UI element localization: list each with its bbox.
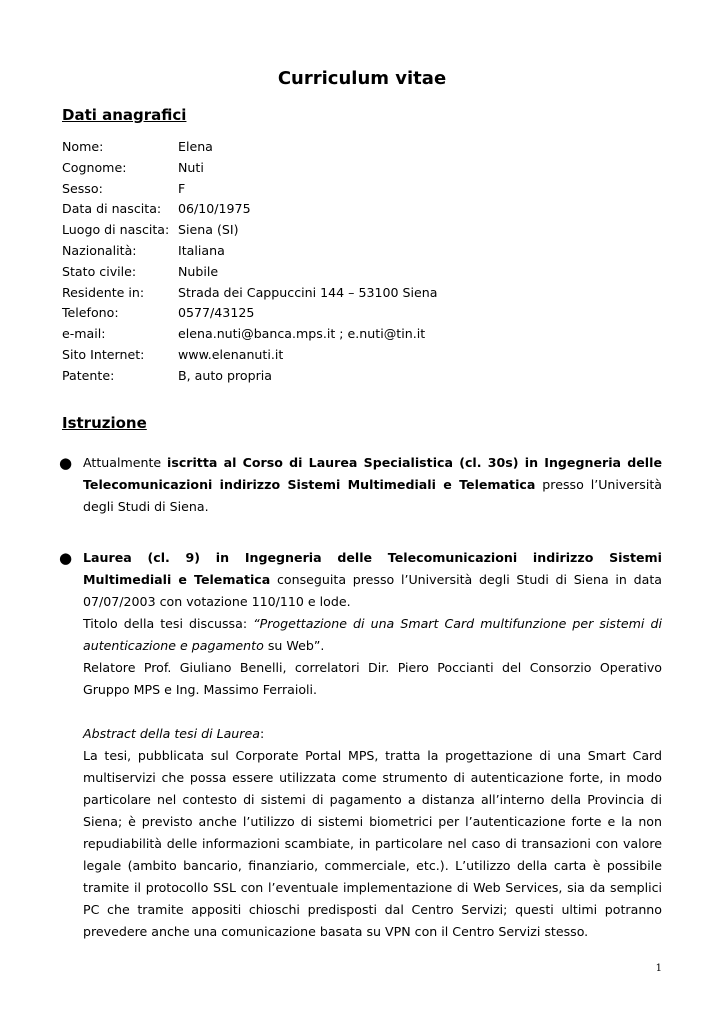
edu-bold-text: Laurea (cl. 9) in Ingegneria delle Telecomunicazioni indirizzo Sistemi Multimediali e Telematica	[83, 550, 662, 587]
info-row	[62, 199, 437, 220]
info-row	[62, 137, 437, 158]
thesis-label: Titolo della tesi discussa:	[83, 616, 254, 631]
info-value: 0577/43125	[178, 305, 255, 321]
thesis-title-end: su Web”.	[263, 638, 325, 653]
info-value: Italiana	[178, 242, 225, 258]
info-value: F	[178, 180, 186, 196]
abstract-label: Abstract della tesi di Laurea	[83, 726, 260, 741]
section-heading-personal: Dati anagrafici	[62, 106, 187, 124]
info-label: Nome:	[62, 139, 104, 154]
info-label: e-mail:	[62, 326, 106, 342]
info-value: Elena	[178, 139, 213, 154]
thesis-advisors: Relatore Prof. Giuliano Benelli, correlatori Dir. Piero Poccianti del Consorzio Operativo Gruppo MPS e Ing. Massimo Ferraioli.	[83, 660, 662, 697]
info-row	[62, 366, 437, 387]
bullet-icon: ●	[59, 454, 73, 472]
info-value: Siena (SI)	[178, 222, 239, 238]
info-label: Residente in:	[62, 284, 145, 300]
edu-text: Attualmente	[83, 455, 167, 470]
info-label: Stato civile:	[62, 263, 137, 279]
info-label: Nazionalità:	[62, 242, 137, 258]
info-value: Nubile	[178, 263, 219, 279]
info-value: www.elenanuti.it	[178, 346, 284, 362]
edu-bold-text: iscritta al Corso di Laurea Specialistica (cl. 30s) in Ingegneria delle Telecomunicazioni indirizzo Sistemi Multimediali e Telematica	[83, 455, 662, 492]
info-label: Cognome:	[62, 159, 127, 175]
info-label: Sesso:	[62, 180, 103, 196]
info-row	[62, 345, 437, 366]
info-row	[62, 179, 437, 200]
info-row	[62, 241, 437, 262]
info-value: Nuti	[178, 159, 204, 175]
info-label: Telefono:	[62, 305, 119, 321]
info-label: Data di nascita:	[62, 201, 162, 217]
info-row	[62, 303, 437, 324]
info-label: Luogo di nascita:	[62, 222, 170, 238]
edu-text: presso l’Università degli Studi di Siena.	[83, 477, 663, 514]
info-row	[62, 283, 437, 304]
info-label: Patente:	[62, 367, 115, 383]
personal-info-table	[62, 137, 437, 387]
bullet-icon: ●	[59, 549, 73, 567]
info-row	[62, 158, 437, 179]
document-title: Curriculum vitae	[277, 68, 447, 89]
edu-text: conseguita presso l’Università degli Studi di Siena in data 07/07/2003 con votazione 110/110 e lode.	[83, 572, 662, 609]
info-value: 06/10/1975	[178, 201, 251, 217]
abstract-text: La tesi, pubblicata sul Corporate Portal MPS, tratta la progettazione di una Smart Card multiservizi che possa essere utilizzata come strumento di autenticazione forte, in modo particolare nel contesto di sistemi di pagamento a distanza all’interno della Provincia di Siena; è previsto anche l’utilizzo di sistemi biometrici per l’autenticazione forte e la non repudiabilità delle informazioni scambiate, in particolare nel caso di transazioni con valore legale (ambito bancario, finanziario, commerciale, etc.). L’utilizzo della carta è possibile tramite il protocollo SSL con l’eventuale implementazione di Web Services, sia da semplici PC che tramite appositi chioschi predisposti dal Centro Servizi; questi ultimi potranno prevedere anche una comunicazione basata su VPN con il Centro Servizi stesso.	[83, 748, 662, 939]
info-row	[62, 324, 437, 345]
section-heading-education: Istruzione	[62, 414, 147, 432]
info-row	[62, 220, 437, 241]
info-value: Strada dei Cappuccini 144 – 53100 Siena	[178, 284, 438, 300]
page-number: 1	[655, 963, 662, 974]
abstract-colon: :	[259, 726, 265, 741]
education-item-degree	[83, 547, 662, 943]
thesis-title: “Progettazione di una Smart Card multifunzione per sistemi di autenticazione e pagamento	[83, 616, 662, 653]
info-label: Sito Internet:	[62, 346, 145, 362]
info-row	[62, 262, 437, 283]
info-value: B, auto propria	[178, 367, 272, 383]
info-value: elena.nuti@banca.mps.it ; e.nuti@tin.it	[178, 326, 426, 342]
education-item-current	[83, 452, 662, 518]
